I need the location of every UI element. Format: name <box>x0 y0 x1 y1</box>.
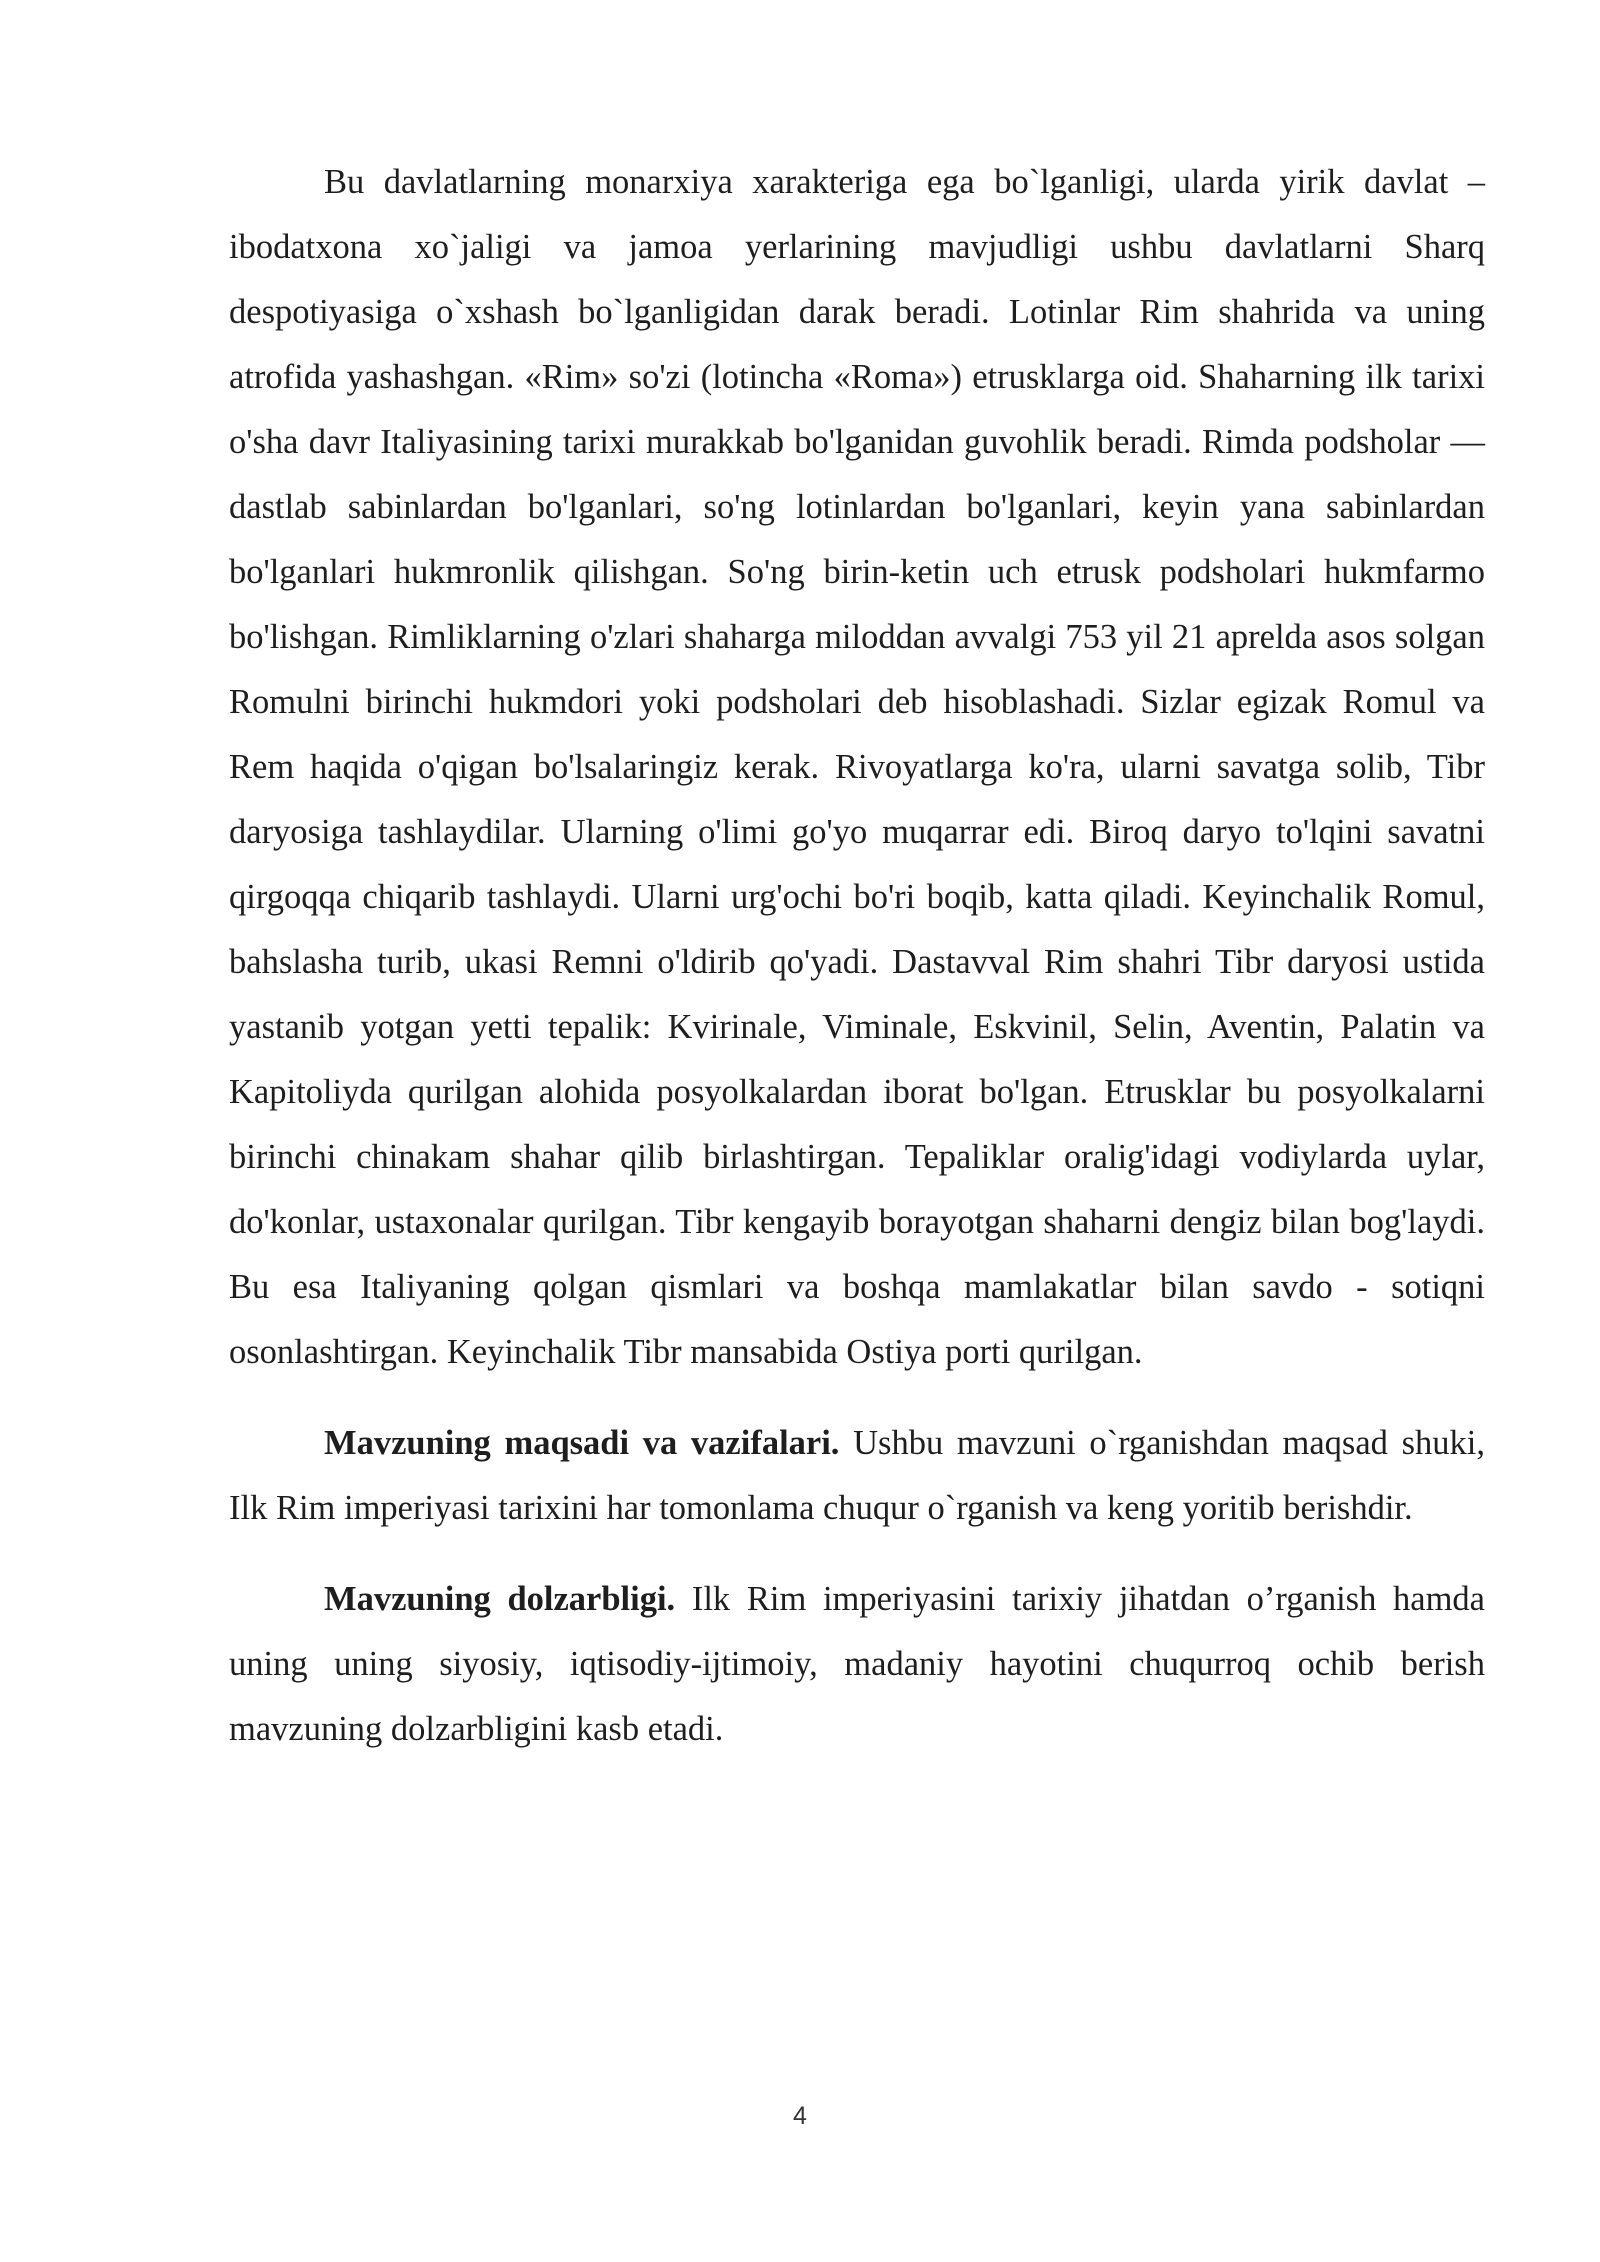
paragraph-text: Bu davlatlarning monarxiya xarakteriga ega bo`lganligi, ularda yirik davlat – ibodatxona xo`jaligi va jamoa yerlarining mavjudligi ushbu davlatlarni Sharq despotiyasiga o`xshash bo`lganligidan darak beradi. Lotinlar Rim shahrida va uning atrofida yashashgan. «Rim» so'zi (lotincha «Roma») etrusklarga oid. Shaharning ilk tarixi o'sha davr Italiyasining tarixi murakkab bo'lganidan guvohlik beradi. Rimda podsholar — dastlab sabinlardan bo'lganlari, so'ng lotinlardan bo'lganlari, keyin yana sabinlardan bo'lganlari hukmronlik qilishgan. So'ng birin-ketin uch etrusk podsholari hukmfarmo bo'lishgan. Rimliklarning o'zlari shaharga miloddan avvalgi 753 yil 21 aprelda asos solgan Romulni birinchi hukmdori yoki podsholari deb hisoblashadi. Sizlar egizak Romul va Rem haqida o'qigan bo'lsalaringiz kerak. Rivoyatlarga ko'ra, ularni savatga solib, Tibr daryosiga tashlaydilar. Ularning o'limi go'yo muqarrar edi. Biroq daryo to'lqini savatni qirgoqqa chiqarib tashlaydi. Ularni urg'ochi bo'ri boqib, katta qiladi. Keyinchalik Romul, bahslasha turib, ukasi Remni o'ldirib qo'yadi. Dastavval Rim shahri Tibr daryosi ustida yastanib yotgan yetti tepalik: Kvirinale, Viminale, Eskvinil, Selin, Aventin, Palatin va Kapitoliyda qurilgan alohida posyolkalardan iborat bo'lgan. Etrusklar bu posyolkalarni birinchi chinakam shahar qilib birlashtirgan. Tepaliklar oralig'idagi vodiylarda uylar, do'konlar, ustaxonalar qurilgan. Tibr kengayib borayotgan shaharni dengiz bilan bog'laydi. Bu esa Italiyaning qolgan qismlari va boshqa mamlakatlar bilan savdo - sotiqni osonlashtirgan. Keyinchalik Tibr mansabida Ostiya porti qurilgan. <box>229 163 1485 1371</box>
paragraph-heading: Mavzuning maqsadi va vazifalari. <box>324 1424 840 1462</box>
paragraph-heading: Mavzuning dolzarbligi. <box>324 1580 676 1618</box>
paragraph-text: Ilk Rim imperiyasini tarixiy jihatdan o’rganish hamda uning uning siyosiy, iqtisodiy-ijtimoiy, madaniy hayotini chuqurroq ochib berish mavzuning dolzarbligini kasb etadi. <box>229 1580 1485 1748</box>
paragraph-relevance <box>229 1567 1485 1762</box>
document-page <box>229 150 1485 1762</box>
paragraph-rome-history <box>229 150 1485 1385</box>
paragraph-text: Ushbu mavzuni o`rganishdan maqsad shuki, Ilk Rim imperiyasi tarixini har tomonlama chuqur o`rganish va keng yoritib berishdir. <box>229 1424 1485 1527</box>
paragraph-goals <box>229 1411 1485 1541</box>
page-number: 4 <box>793 2102 807 2130</box>
